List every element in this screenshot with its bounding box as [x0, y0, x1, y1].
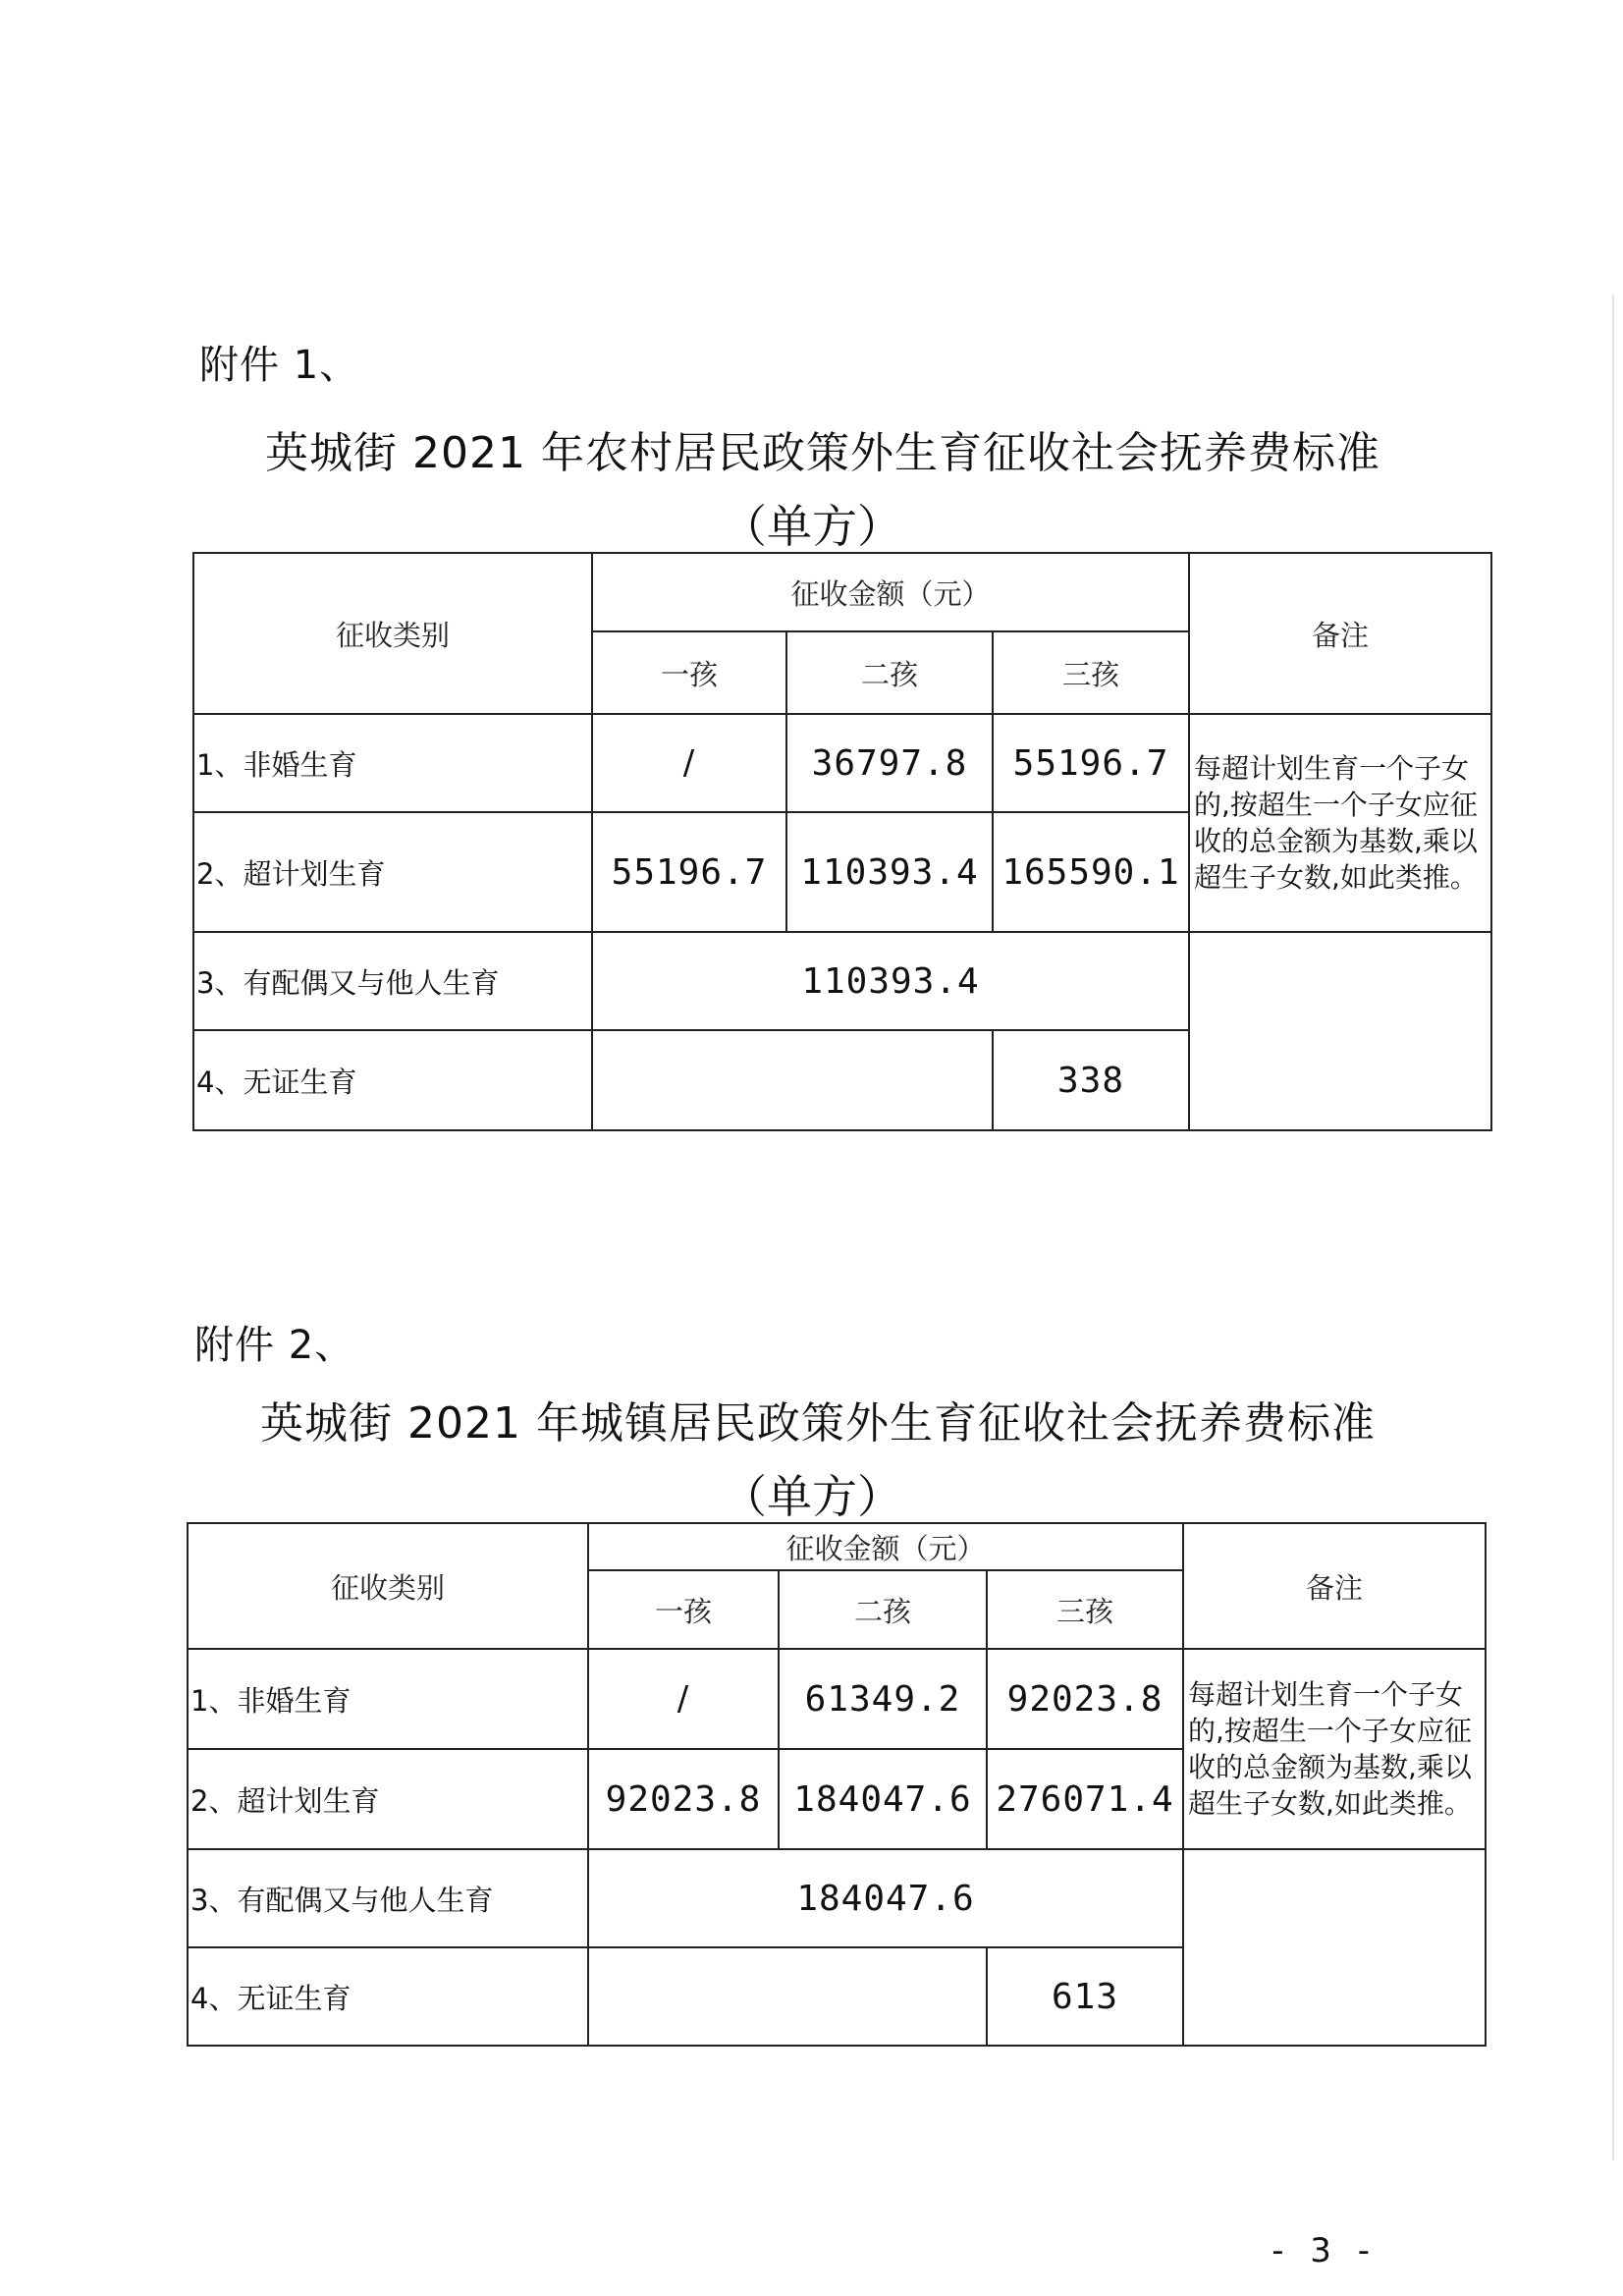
- scan-edge-line: [1612, 295, 1614, 2160]
- cell-child-2: 184047.6: [779, 1749, 987, 1849]
- cell-child-1: 55196.7: [592, 812, 786, 932]
- header-child-2: 二孩: [786, 631, 993, 714]
- header-child-3: 三孩: [993, 631, 1189, 714]
- attachment-2-label: 附件 2、: [194, 1323, 355, 1368]
- table-row: [188, 1649, 1486, 1749]
- cell-merged-amount: 110393.4: [592, 932, 1189, 1030]
- row-category: 3、有配偶又与他人生育: [193, 932, 592, 1030]
- cell-child-3: 92023.8: [987, 1649, 1183, 1749]
- cell-child-3: 613: [987, 1947, 1183, 2046]
- row-category: 3、有配偶又与他人生育: [188, 1849, 588, 1947]
- cell-child-1: /: [592, 714, 786, 812]
- cell-merged-amount: 184047.6: [588, 1849, 1183, 1947]
- header-child-1: 一孩: [588, 1570, 779, 1649]
- note-cell: 每超计划生育一个子女的,按超生一个子女应征收的总金额为基数,乘以超生子女数,如此类推。: [1183, 1649, 1486, 1849]
- attachment-1-title: 英城街 2021 年农村居民政策外生育征收社会抚养费标准: [265, 428, 1380, 478]
- page-number: - 3 -: [1271, 2231, 1378, 2270]
- cell-child-3: 55196.7: [993, 714, 1189, 812]
- table-row: [193, 932, 1491, 1030]
- fee-table-urban: [187, 1522, 1487, 2047]
- attachment-2-title: 英城街 2021 年城镇居民政策外生育征收社会抚养费标准: [260, 1398, 1376, 1449]
- note-cell: 每超计划生育一个子女的,按超生一个子女应征收的总金额为基数,乘以超生子女数,如此类推。: [1189, 714, 1491, 932]
- header-note: 备注: [1183, 1523, 1486, 1649]
- note-empty-cell: [1183, 1849, 1486, 2046]
- header-amount: 征收金额（元）: [588, 1523, 1183, 1570]
- fee-table-rural: [192, 552, 1492, 1131]
- header-child-1: 一孩: [592, 631, 786, 714]
- row-category: 2、超计划生育: [193, 812, 592, 932]
- cell-child-3: 276071.4: [987, 1749, 1183, 1849]
- header-child-3: 三孩: [987, 1570, 1183, 1649]
- cell-child-2: 36797.8: [786, 714, 993, 812]
- cell-child-2: 110393.4: [786, 812, 993, 932]
- row-category: 1、非婚生育: [193, 714, 592, 812]
- cell-child-1: 92023.8: [588, 1749, 779, 1849]
- cell-child-3: 338: [993, 1030, 1189, 1130]
- row-category: 4、无证生育: [193, 1030, 592, 1130]
- table-row: [193, 714, 1491, 812]
- header-child-2: 二孩: [779, 1570, 987, 1649]
- header-note: 备注: [1189, 553, 1491, 714]
- table-row: [188, 1849, 1486, 1947]
- header-amount: 征收金额（元）: [592, 553, 1189, 631]
- row-category: 4、无证生育: [188, 1947, 588, 2046]
- attachment-1-subtitle: （单方）: [722, 500, 902, 553]
- attachment-2-subtitle: （单方）: [722, 1470, 902, 1523]
- header-category: 征收类别: [188, 1523, 588, 1649]
- attachment-1-label: 附件 1、: [199, 343, 360, 388]
- row-category: 2、超计划生育: [188, 1749, 588, 1849]
- cell-empty: [592, 1030, 993, 1130]
- row-category: 1、非婚生育: [188, 1649, 588, 1749]
- cell-child-2: 61349.2: [779, 1649, 987, 1749]
- note-empty-cell: [1189, 932, 1491, 1130]
- cell-child-3: 165590.1: [993, 812, 1189, 932]
- cell-child-1: /: [588, 1649, 779, 1749]
- cell-empty: [588, 1947, 987, 2046]
- header-category: 征收类别: [193, 553, 592, 714]
